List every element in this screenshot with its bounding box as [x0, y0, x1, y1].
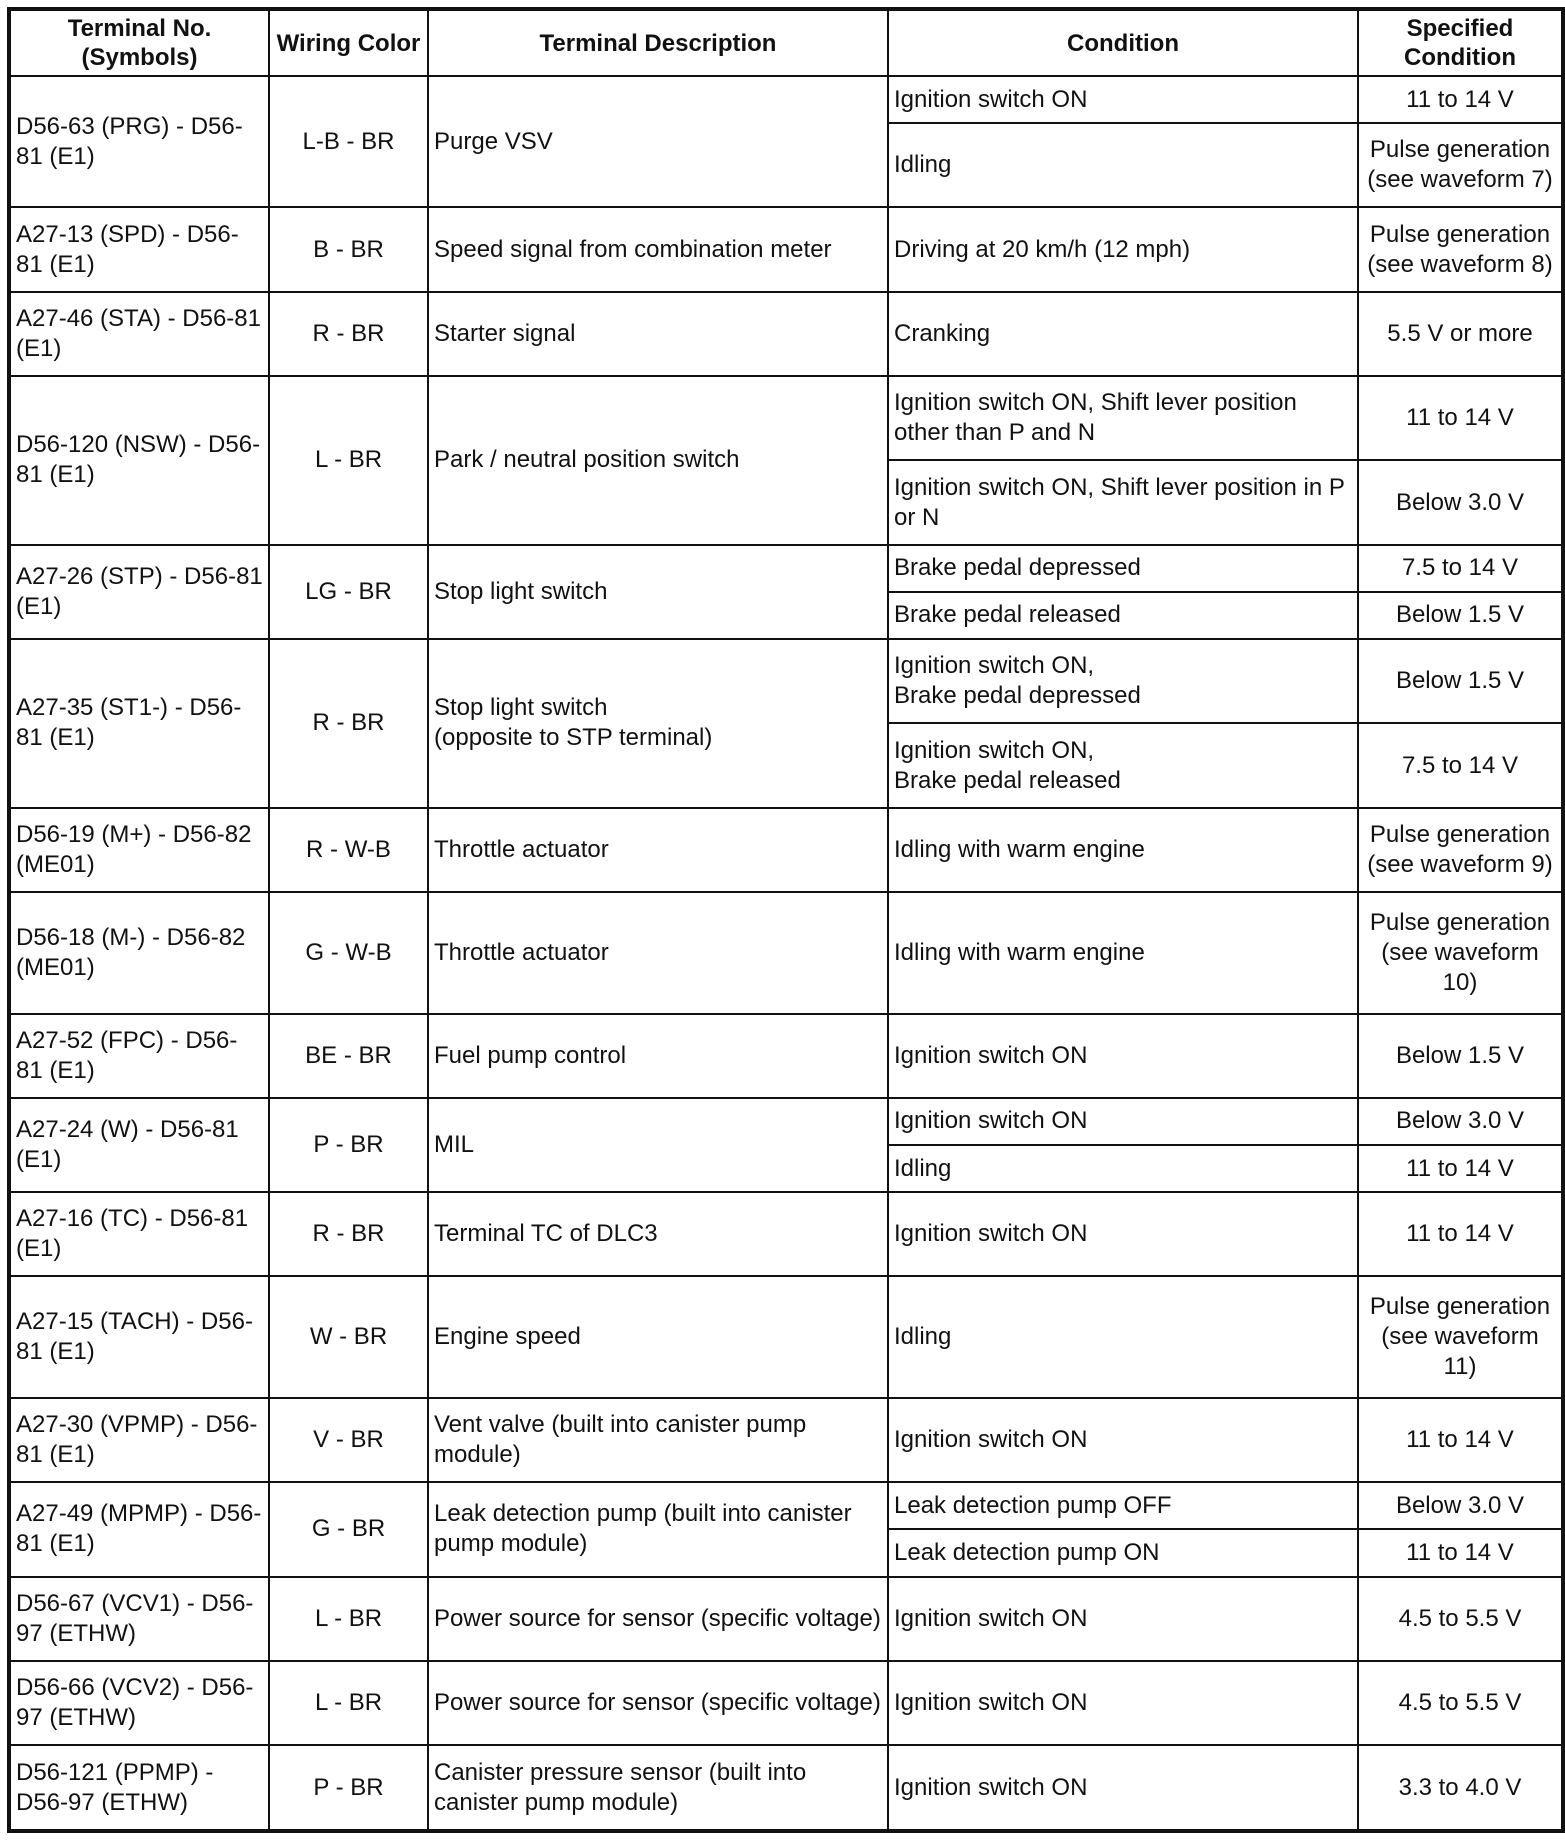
table-row: [9, 292, 1563, 376]
condition-cell: Idling: [888, 1145, 1358, 1192]
table-row: [9, 1276, 1563, 1398]
specified-cell: Below 1.5 V: [1358, 1014, 1563, 1098]
table-row: [9, 1014, 1563, 1098]
specified-cell: 11 to 14 V: [1358, 376, 1563, 460]
condition-cell: Ignition switch ON: [888, 1192, 1358, 1276]
terminal-cell: A27-35 (ST1-) - D56-81 (E1): [9, 639, 269, 808]
wiring-color-cell: R - BR: [269, 292, 428, 376]
terminal-cell: D56-121 (PPMP) - D56-97 (ETHW): [9, 1745, 269, 1831]
condition-cell: Ignition switch ON, Brake pedal released: [888, 723, 1358, 807]
condition-cell: Idling: [888, 1276, 1358, 1398]
header-wiring-color: Wiring Color: [269, 9, 428, 76]
wiring-color-cell: R - W-B: [269, 808, 428, 892]
specified-cell: Below 3.0 V: [1358, 1098, 1563, 1145]
specified-cell: 11 to 14 V: [1358, 1145, 1563, 1192]
wiring-color-cell: G - W-B: [269, 892, 428, 1014]
wiring-color-cell: W - BR: [269, 1276, 428, 1398]
specified-cell: 4.5 to 5.5 V: [1358, 1577, 1563, 1661]
table-row: [9, 808, 1563, 892]
condition-cell: Ignition switch ON: [888, 1098, 1358, 1145]
description-cell: Speed signal from combination meter: [428, 207, 888, 291]
description-cell: Vent valve (built into canister pump module): [428, 1398, 888, 1482]
table-header-row: [9, 9, 1563, 76]
terminal-cell: D56-66 (VCV2) - D56-97 (ETHW): [9, 1661, 269, 1745]
condition-cell: Driving at 20 km/h (12 mph): [888, 207, 1358, 291]
description-cell: Park / neutral position switch: [428, 376, 888, 545]
specified-cell: Pulse generation (see waveform 11): [1358, 1276, 1563, 1398]
specified-cell: 7.5 to 14 V: [1358, 723, 1563, 807]
condition-cell: Ignition switch ON: [888, 1014, 1358, 1098]
specified-cell: 11 to 14 V: [1358, 1529, 1563, 1576]
terminal-cell: A27-46 (STA) - D56-81 (E1): [9, 292, 269, 376]
header-condition: Condition: [888, 9, 1358, 76]
description-cell: Canister pressure sensor (built into canister pump module): [428, 1745, 888, 1831]
condition-cell: Idling: [888, 123, 1358, 207]
condition-cell: Cranking: [888, 292, 1358, 376]
wiring-color-cell: R - BR: [269, 1192, 428, 1276]
wiring-color-cell: L-B - BR: [269, 76, 428, 207]
table-row: [9, 892, 1563, 1014]
description-cell: Engine speed: [428, 1276, 888, 1398]
wiring-color-cell: BE - BR: [269, 1014, 428, 1098]
specified-cell: Pulse generation (see waveform 8): [1358, 207, 1563, 291]
condition-cell: Ignition switch ON, Shift lever position other than P and N: [888, 376, 1358, 460]
specified-cell: Below 3.0 V: [1358, 1482, 1563, 1529]
specified-cell: Below 1.5 V: [1358, 592, 1563, 639]
terminal-cell: A27-49 (MPMP) - D56-81 (E1): [9, 1482, 269, 1576]
wiring-color-cell: L - BR: [269, 1577, 428, 1661]
condition-cell: Idling with warm engine: [888, 892, 1358, 1014]
table-row: [9, 545, 1563, 592]
condition-cell: Ignition switch ON, Shift lever position in P or N: [888, 460, 1358, 544]
wiring-color-cell: G - BR: [269, 1482, 428, 1576]
spec-table-document: [7, 7, 1553, 1833]
description-cell: Leak detection pump (built into canister pump module): [428, 1482, 888, 1576]
wiring-color-cell: V - BR: [269, 1398, 428, 1482]
table-row: [9, 207, 1563, 291]
description-cell: Fuel pump control: [428, 1014, 888, 1098]
condition-cell: Brake pedal released: [888, 592, 1358, 639]
description-cell: Throttle actuator: [428, 892, 888, 1014]
terminal-cell: A27-15 (TACH) - D56-81 (E1): [9, 1276, 269, 1398]
condition-cell: Leak detection pump OFF: [888, 1482, 1358, 1529]
table-row: [9, 1098, 1563, 1145]
terminal-cell: D56-67 (VCV1) - D56-97 (ETHW): [9, 1577, 269, 1661]
table-row: [9, 1482, 1563, 1529]
header-terminal-no: Terminal No. (Symbols): [9, 9, 269, 76]
header-specified-condition: Specified Condition: [1358, 9, 1563, 76]
description-cell: Power source for sensor (specific voltage): [428, 1577, 888, 1661]
specified-cell: 4.5 to 5.5 V: [1358, 1661, 1563, 1745]
table-body: [9, 76, 1563, 1831]
description-cell: Purge VSV: [428, 76, 888, 207]
terminal-cell: D56-63 (PRG) - D56-81 (E1): [9, 76, 269, 207]
specified-cell: 7.5 to 14 V: [1358, 545, 1563, 592]
header-terminal-description: Terminal Description: [428, 9, 888, 76]
specified-cell: 3.3 to 4.0 V: [1358, 1745, 1563, 1831]
terminal-cell: A27-30 (VPMP) - D56-81 (E1): [9, 1398, 269, 1482]
specified-cell: 11 to 14 V: [1358, 76, 1563, 123]
description-cell: Throttle actuator: [428, 808, 888, 892]
condition-cell: Ignition switch ON, Brake pedal depressed: [888, 639, 1358, 723]
description-cell: MIL: [428, 1098, 888, 1192]
description-cell: Starter signal: [428, 292, 888, 376]
terminal-cell: A27-26 (STP) - D56-81 (E1): [9, 545, 269, 639]
terminal-spec-table: [7, 7, 1565, 1833]
condition-cell: Ignition switch ON: [888, 76, 1358, 123]
description-cell: Stop light switch (opposite to STP terminal): [428, 639, 888, 808]
description-cell: Stop light switch: [428, 545, 888, 639]
table-row: [9, 1745, 1563, 1831]
table-row: [9, 376, 1563, 460]
description-cell: Power source for sensor (specific voltage): [428, 1661, 888, 1745]
terminal-cell: D56-19 (M+) - D56-82 (ME01): [9, 808, 269, 892]
specified-cell: Pulse generation (see waveform 7): [1358, 123, 1563, 207]
table-row: [9, 1398, 1563, 1482]
wiring-color-cell: L - BR: [269, 1661, 428, 1745]
specified-cell: 11 to 14 V: [1358, 1192, 1563, 1276]
table-row: [9, 1192, 1563, 1276]
specified-cell: 5.5 V or more: [1358, 292, 1563, 376]
specified-cell: Below 3.0 V: [1358, 460, 1563, 544]
terminal-cell: A27-24 (W) - D56-81 (E1): [9, 1098, 269, 1192]
wiring-color-cell: P - BR: [269, 1745, 428, 1831]
table-row: [9, 639, 1563, 723]
table-row: [9, 1577, 1563, 1661]
terminal-cell: A27-13 (SPD) - D56-81 (E1): [9, 207, 269, 291]
terminal-cell: A27-16 (TC) - D56-81 (E1): [9, 1192, 269, 1276]
wiring-color-cell: L - BR: [269, 376, 428, 545]
specified-cell: Pulse generation (see waveform 9): [1358, 808, 1563, 892]
condition-cell: Ignition switch ON: [888, 1745, 1358, 1831]
table-row: [9, 76, 1563, 123]
condition-cell: Brake pedal depressed: [888, 545, 1358, 592]
wiring-color-cell: R - BR: [269, 639, 428, 808]
table-row: [9, 1661, 1563, 1745]
specified-cell: 11 to 14 V: [1358, 1398, 1563, 1482]
terminal-cell: D56-18 (M-) - D56-82 (ME01): [9, 892, 269, 1014]
condition-cell: Ignition switch ON: [888, 1661, 1358, 1745]
terminal-cell: D56-120 (NSW) - D56-81 (E1): [9, 376, 269, 545]
condition-cell: Leak detection pump ON: [888, 1529, 1358, 1576]
condition-cell: Ignition switch ON: [888, 1398, 1358, 1482]
wiring-color-cell: B - BR: [269, 207, 428, 291]
specified-cell: Below 1.5 V: [1358, 639, 1563, 723]
terminal-cell: A27-52 (FPC) - D56-81 (E1): [9, 1014, 269, 1098]
condition-cell: Idling with warm engine: [888, 808, 1358, 892]
wiring-color-cell: LG - BR: [269, 545, 428, 639]
description-cell: Terminal TC of DLC3: [428, 1192, 888, 1276]
wiring-color-cell: P - BR: [269, 1098, 428, 1192]
specified-cell: Pulse generation (see waveform 10): [1358, 892, 1563, 1014]
condition-cell: Ignition switch ON: [888, 1577, 1358, 1661]
